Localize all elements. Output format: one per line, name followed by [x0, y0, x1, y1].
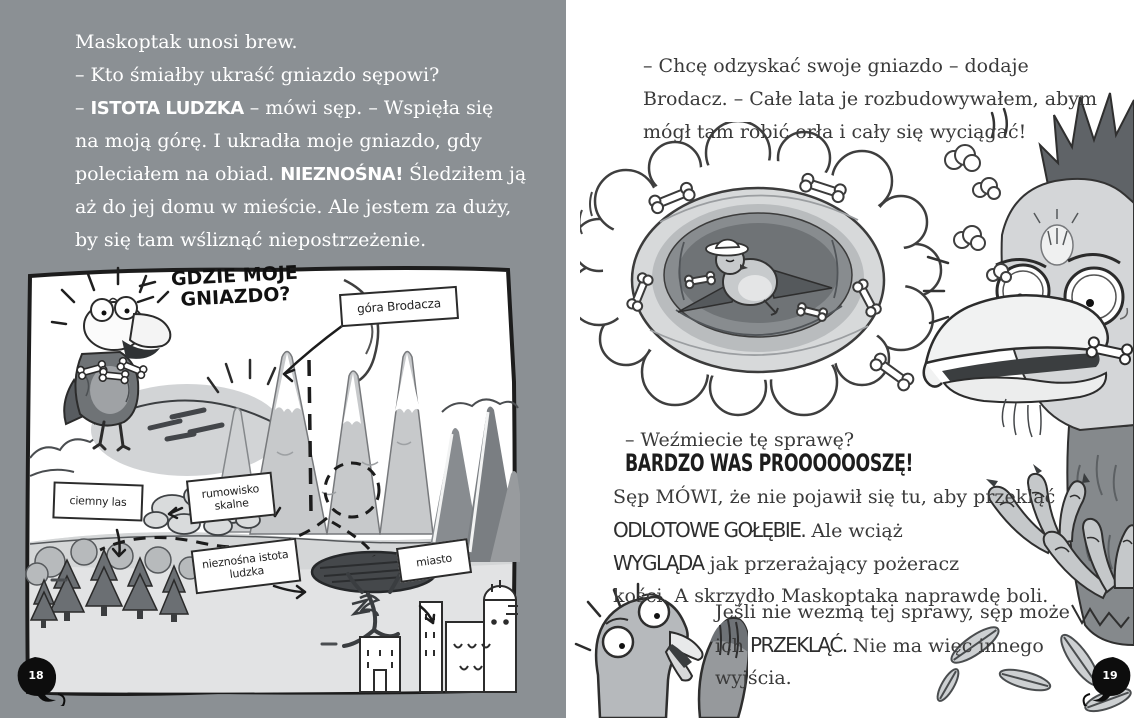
- map-label-gora-brodacza: góra Brodacza: [339, 286, 459, 327]
- text-line: Jeśli nie wezmą tej sprawy, sęp może: [715, 601, 1070, 623]
- page-left: [0, 0, 566, 718]
- text-line: Brodacz. – Całe lata je rozbudowywałem, abym: [643, 88, 1097, 110]
- beard-feathers: [1002, 399, 1041, 437]
- text-line: na moją górę. I ukradła moje gniazdo, gdy: [75, 130, 482, 152]
- text-line: ich PRZEKLĄĆ. Nie ma więc innego: [715, 633, 1044, 657]
- map-label-nieznosna-istota: nieznośna istota ludzka: [191, 538, 302, 595]
- text-line: Sęp MÓWI, że nie pojawił się tu, aby przekląć: [613, 486, 1056, 508]
- text-line: – Chcę odzyskać swoje gniazdo – dodaje: [643, 55, 1029, 77]
- thought-bubble-illustration: [580, 122, 952, 427]
- paragraph-1: [643, 50, 1097, 149]
- plea-line: BARDZO WAS PROOOOOOSZĘ!: [625, 449, 914, 477]
- text-line: Maskoptak unosi brew.: [75, 31, 298, 53]
- text-line: ODLOTOWE GOŁĘBIE. Ale wciąż: [613, 518, 903, 542]
- text-line: WYGLĄDA jak przerażający pożeracz: [613, 551, 960, 575]
- text-line: kości. A skrzydło Maskoptaka naprawdę boli.: [613, 585, 1049, 607]
- page-number-text: 19: [1102, 669, 1118, 682]
- text-line: poleciałem na obiad. NIEZNOŚNA! Śledziłem ją: [75, 163, 527, 185]
- map-illustration: [22, 262, 520, 698]
- text-line: aż do jej domu w mieście. Ale jestem za duży,: [75, 196, 512, 218]
- paragraph-2: [613, 481, 1055, 613]
- left-text-block: [75, 26, 526, 257]
- map-label-ciemny-las: ciemny las: [52, 481, 143, 521]
- page-number-left: [14, 656, 64, 702]
- map-label-rumowisko-skalne: rumowisko skalne: [186, 472, 276, 525]
- speech-line: GNIAZDO?: [180, 283, 292, 311]
- text-line: by się tam wśliznąć niepostrzeżenie.: [75, 229, 427, 251]
- page-number-right: [1080, 656, 1130, 702]
- page-number-text: 18: [28, 669, 44, 682]
- text-line: wyjścia.: [715, 667, 792, 689]
- speech-line: GDZIE MOJE: [170, 261, 299, 291]
- text-line: – Weźmiecie tę sprawę?: [625, 429, 855, 451]
- page-right: [566, 0, 1134, 718]
- paragraph-3: [715, 596, 1070, 695]
- text-line: mógł tam robić orła i cały się wyciągać!: [643, 121, 1027, 143]
- text-line: – Kto śmiałby ukraść gniazdo sępowi?: [75, 64, 440, 86]
- text-line: – ISTOTA LUDZKA – mówi sęp. – Wspięła się: [75, 97, 494, 119]
- map-label-miasto: miasto: [396, 538, 472, 583]
